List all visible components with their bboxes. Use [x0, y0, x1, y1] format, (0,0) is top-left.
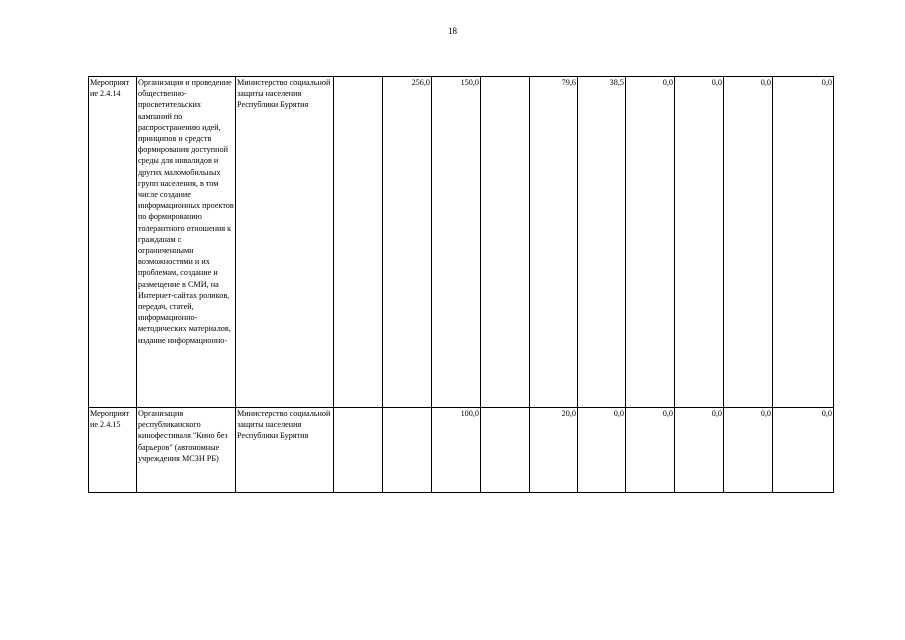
value-cell — [334, 77, 383, 408]
value-cell: 0,0 — [773, 77, 834, 408]
value-cell: 79,6 — [530, 77, 578, 408]
value-cell — [481, 77, 530, 408]
value-cell — [334, 408, 383, 493]
activity-code-cell: Мероприят ие 2.4.15 — [89, 408, 137, 493]
value-cell: 0,0 — [724, 408, 773, 493]
executor-cell: Министерство социальной защиты населения Республики Бурятия — [236, 408, 334, 493]
program-activities-table — [88, 76, 834, 493]
value-cell — [383, 408, 432, 493]
value-cell: 0,0 — [773, 408, 834, 493]
table-row — [89, 77, 834, 408]
activity-name-cell — [137, 77, 236, 408]
value-cell: 256,0 — [383, 77, 432, 408]
value-cell: 0,0 — [675, 408, 724, 493]
value-cell: 0,0 — [724, 77, 773, 408]
activity-code-cell: Мероприят ие 2.4.14 — [89, 77, 137, 408]
value-cell: 38,5 — [578, 77, 626, 408]
table-row — [89, 408, 834, 493]
value-cell: 0,0 — [675, 77, 724, 408]
value-cell: 100,0 — [432, 408, 481, 493]
activity-name-text: Организация и проведение общественно-просветительских кампаний по распространению идей, принципов и средств формирования доступной среды для инвалидов и других маломобильных групп населения, в том числе создание информационных проектов по формированию толерантного отношения к гражданам с ограниченными возможностями и их проблемам, создание и размещение в СМИ, на Интернет-сайтах роликов, передач, статей, информационно-методических материалов, издание информационно- — [138, 78, 234, 345]
page-number: 18 — [448, 26, 457, 36]
value-cell: 150,0 — [432, 77, 481, 408]
value-cell: 0,0 — [626, 408, 675, 493]
value-cell: 0,0 — [626, 77, 675, 408]
executor-cell: Министерство социальной защиты населения Республики Бурятия — [236, 77, 334, 408]
value-cell: 0,0 — [578, 408, 626, 493]
activity-name-cell: Организация республиканского кинофестиваля "Кино без барьеров" (автономные учреждения МСЗН РБ) — [137, 408, 236, 493]
value-cell — [481, 408, 530, 493]
value-cell: 20,0 — [530, 408, 578, 493]
